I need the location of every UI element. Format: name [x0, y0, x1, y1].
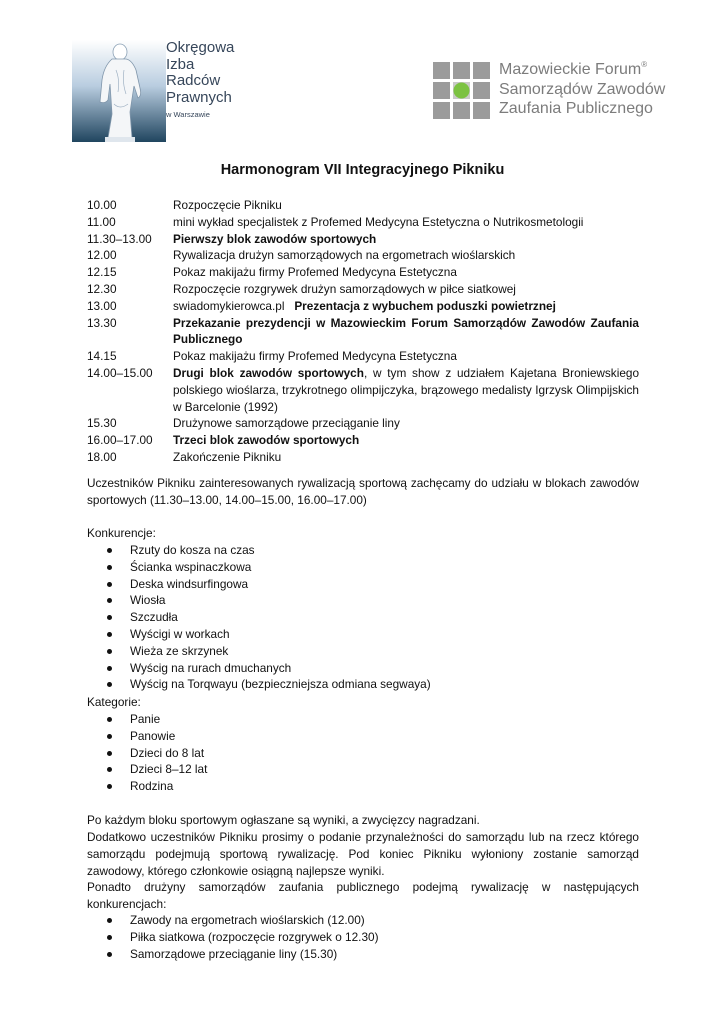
- oirp-logo: [72, 40, 242, 144]
- schedule-time: 15.30: [87, 416, 117, 431]
- list-item: [87, 761, 639, 778]
- list-item-text: Wyścigi w workach: [130, 626, 230, 641]
- list-item: [87, 576, 639, 593]
- bullet-icon: [107, 751, 112, 756]
- schedule-text: Rywalizacja drużyn samorządowych na ergometrach wioślarskich: [173, 248, 516, 263]
- statue-icon: [72, 40, 166, 142]
- list-item-text: Wyścig na Torqwayu (bezpieczniejsza odmiana segwaya): [130, 677, 431, 692]
- list-item: [87, 711, 639, 728]
- schedule-row: [87, 415, 639, 432]
- bullet-icon: [107, 615, 112, 620]
- list-item: [87, 778, 639, 795]
- schedule-row: [87, 298, 639, 315]
- list-item-text: Panowie: [130, 728, 176, 743]
- schedule-text: Przekazanie prezydencji w Mazowieckim Forum Samorządów Zawodów Zaufania Publicznego: [173, 315, 639, 347]
- schedule-text: Zakończenie Pikniku: [173, 449, 282, 464]
- list-item: [87, 592, 639, 609]
- bullet-icon: [107, 565, 112, 570]
- list-item: [87, 912, 639, 929]
- document-title: Harmonogram VII Integracyjnego Pikniku: [220, 162, 505, 178]
- schedule-row: [87, 231, 639, 248]
- forum-logo-line-2: Samorządów Zawodów: [499, 80, 666, 98]
- schedule-row: [87, 247, 639, 264]
- list-item-text: Rzuty do kosza na czas: [130, 543, 255, 557]
- schedule-text-bold: Drugi blok zawodów sportowych: [173, 365, 364, 380]
- schedule-text: [173, 365, 639, 415]
- schedule-time: 12.30: [87, 281, 117, 296]
- oirp-logo-line-4: Prawnych: [166, 88, 232, 106]
- oirp-logo-subline: w Warszawie: [166, 110, 210, 119]
- schedule-text: Pierwszy blok zawodów sportowych: [173, 231, 377, 246]
- list-item-text: Dzieci do 8 lat: [130, 745, 205, 760]
- schedule-row: [87, 365, 639, 415]
- list-item: [87, 745, 639, 762]
- bullet-icon: [107, 632, 112, 637]
- closing-paragraph-1: Po każdym bloku sportowym ogłaszane są wyniki, a zwycięzcy nagradzani.: [87, 813, 480, 827]
- forum-logo-line-1: Mazowieckie Forum: [499, 61, 642, 78]
- bullet-icon: [107, 952, 112, 957]
- registered-mark: ®: [641, 60, 648, 69]
- list-item-text: Panie: [130, 712, 161, 726]
- bullet-icon: [107, 548, 112, 553]
- schedule-text-plain: , w tym show z udziałem Kajetana Broniewskiego polskiego wioślarza, trzykrotnego olimpijczyka, brązowego medalisty Igrzysk Olimpijskich w Barcelonie (1992): [173, 365, 640, 414]
- schedule-row: [87, 264, 639, 281]
- closing-paragraph-2: Dodatkowo uczestników Pikniku prosimy o podanie przynależności do samorządu lub na rzecz którego samorządu podejmują sportową rywalizację. Pod koniec Pikniku wyłoniony zostanie samorząd zawodowy, którego członkowie osiągną najlepsze wyniki.: [87, 830, 639, 878]
- schedule-row: [87, 348, 639, 365]
- bullet-icon: [107, 666, 112, 671]
- mazowieckie-forum-logo: [433, 62, 673, 128]
- list-item-text: Szczudła: [130, 610, 178, 625]
- list-item-text: Rodzina: [130, 779, 174, 794]
- list-item: [87, 728, 639, 745]
- bullet-icon: [107, 598, 112, 603]
- list-item-text: Samorządowe przeciąganie liny (15.30): [130, 946, 338, 961]
- list-item: [87, 609, 639, 626]
- categories-label: Kategorie:: [87, 695, 141, 709]
- oirp-logo-line-3: Radców: [166, 72, 221, 89]
- schedule-row: [87, 449, 639, 466]
- bullet-icon: [107, 767, 112, 772]
- schedule-text-bold: Prezentacja z wybuchem poduszki powietrznej: [294, 298, 556, 313]
- schedule-row: [87, 281, 639, 298]
- closing-paragraph-3: Ponadto drużyny samorządów zaufania publicznego podejmą rywalizację w następujących konkurencjach:: [87, 880, 639, 911]
- categories-list: [87, 711, 639, 795]
- schedule-time: 16.00–17.00: [87, 433, 153, 448]
- forum-grid-icon: [433, 62, 491, 120]
- schedule-time: 14.00–15.00: [87, 365, 153, 380]
- schedule-time: 14.15: [87, 349, 117, 364]
- list-item-text: Wyścig na rurach dmuchanych: [130, 660, 292, 675]
- list-item-text: Zawody na ergometrach wioślarskich (12.00): [130, 913, 365, 927]
- schedule-time: 10.00: [87, 198, 117, 212]
- schedule-row: [87, 315, 639, 349]
- schedule-text: Rozpoczęcie rozgrywek drużyn samorządowych w piłce siatkowej: [173, 281, 516, 296]
- intro-paragraph: Uczestników Pikniku zainteresowanych rywalizacją sportową zachęcamy do udziału w blokach zawodów sportowych (11.30–13.00, 14.00–15.00, 16.00–17.00): [87, 476, 639, 507]
- schedule-text: Drużynowe samorządowe przeciąganie liny: [173, 416, 400, 431]
- list-item-text: Wiosła: [130, 593, 166, 608]
- list-item-text: Ścianka wspinaczkowa: [130, 559, 252, 574]
- schedule-time: 12.15: [87, 265, 117, 280]
- bullet-icon: [107, 935, 112, 940]
- bullet-icon: [107, 582, 112, 587]
- bullet-icon: [107, 717, 112, 722]
- oirp-logo-line-2: Izba: [166, 55, 195, 73]
- schedule-time: 11.30–13.00: [87, 231, 152, 246]
- schedule-text: Rozpoczęcie Pikniku: [173, 198, 282, 212]
- list-item-text: Wieża ze skrzynek: [130, 643, 229, 658]
- schedule-row: [87, 214, 639, 231]
- forum-logo-line-3: Zaufania Publicznego: [499, 100, 653, 117]
- competitions-label: Konkurencje:: [87, 526, 156, 540]
- list-item: [87, 929, 639, 946]
- list-item-text: Deska windsurfingowa: [130, 576, 249, 591]
- schedule-text: mini wykład specjalistek z Profemed Medycyna Estetyczna o Nutrikosmetologii: [173, 214, 584, 229]
- list-item-text: Dzieci 8–12 lat: [130, 762, 208, 777]
- forum-logo-text: [499, 60, 665, 119]
- list-item: [87, 559, 639, 576]
- bullet-icon: [107, 734, 112, 739]
- schedule-list: [87, 197, 639, 466]
- list-item: [87, 660, 639, 677]
- schedule-row: [87, 197, 639, 214]
- list-item: [87, 542, 639, 559]
- schedule-time: 11.00: [87, 214, 116, 229]
- schedule-time: 12.00: [87, 248, 117, 263]
- bullet-icon: [107, 682, 112, 687]
- schedule-time: 13.30: [87, 315, 117, 330]
- list-item: [87, 676, 639, 693]
- schedule-text: [173, 298, 639, 315]
- schedule-time: 18.00: [87, 449, 117, 464]
- extra-competitions-list: [87, 912, 639, 962]
- schedule-text: Pokaz makijażu firmy Profemed Medycyna Estetyczna: [173, 265, 457, 280]
- schedule-time: 13.00: [87, 298, 117, 313]
- schedule-row: [87, 432, 639, 449]
- competitions-list: [87, 542, 639, 693]
- bullet-icon: [107, 649, 112, 654]
- schedule-website: swiadomykierowca.pl: [173, 298, 285, 313]
- oirp-logo-line-1: Okręgowa: [166, 39, 235, 56]
- oirp-logo-text: [166, 40, 234, 120]
- schedule-text: Pokaz makijażu firmy Profemed Medycyna Estetyczna: [173, 349, 457, 364]
- schedule-text: Trzeci blok zawodów sportowych: [173, 433, 360, 448]
- list-item: [87, 643, 639, 660]
- list-item-text: Piłka siatkowa (rozpoczęcie rozgrywek o 12.30): [130, 929, 379, 944]
- list-item: [87, 946, 639, 963]
- bullet-icon: [107, 784, 112, 789]
- list-item: [87, 626, 639, 643]
- bullet-icon: [107, 918, 112, 923]
